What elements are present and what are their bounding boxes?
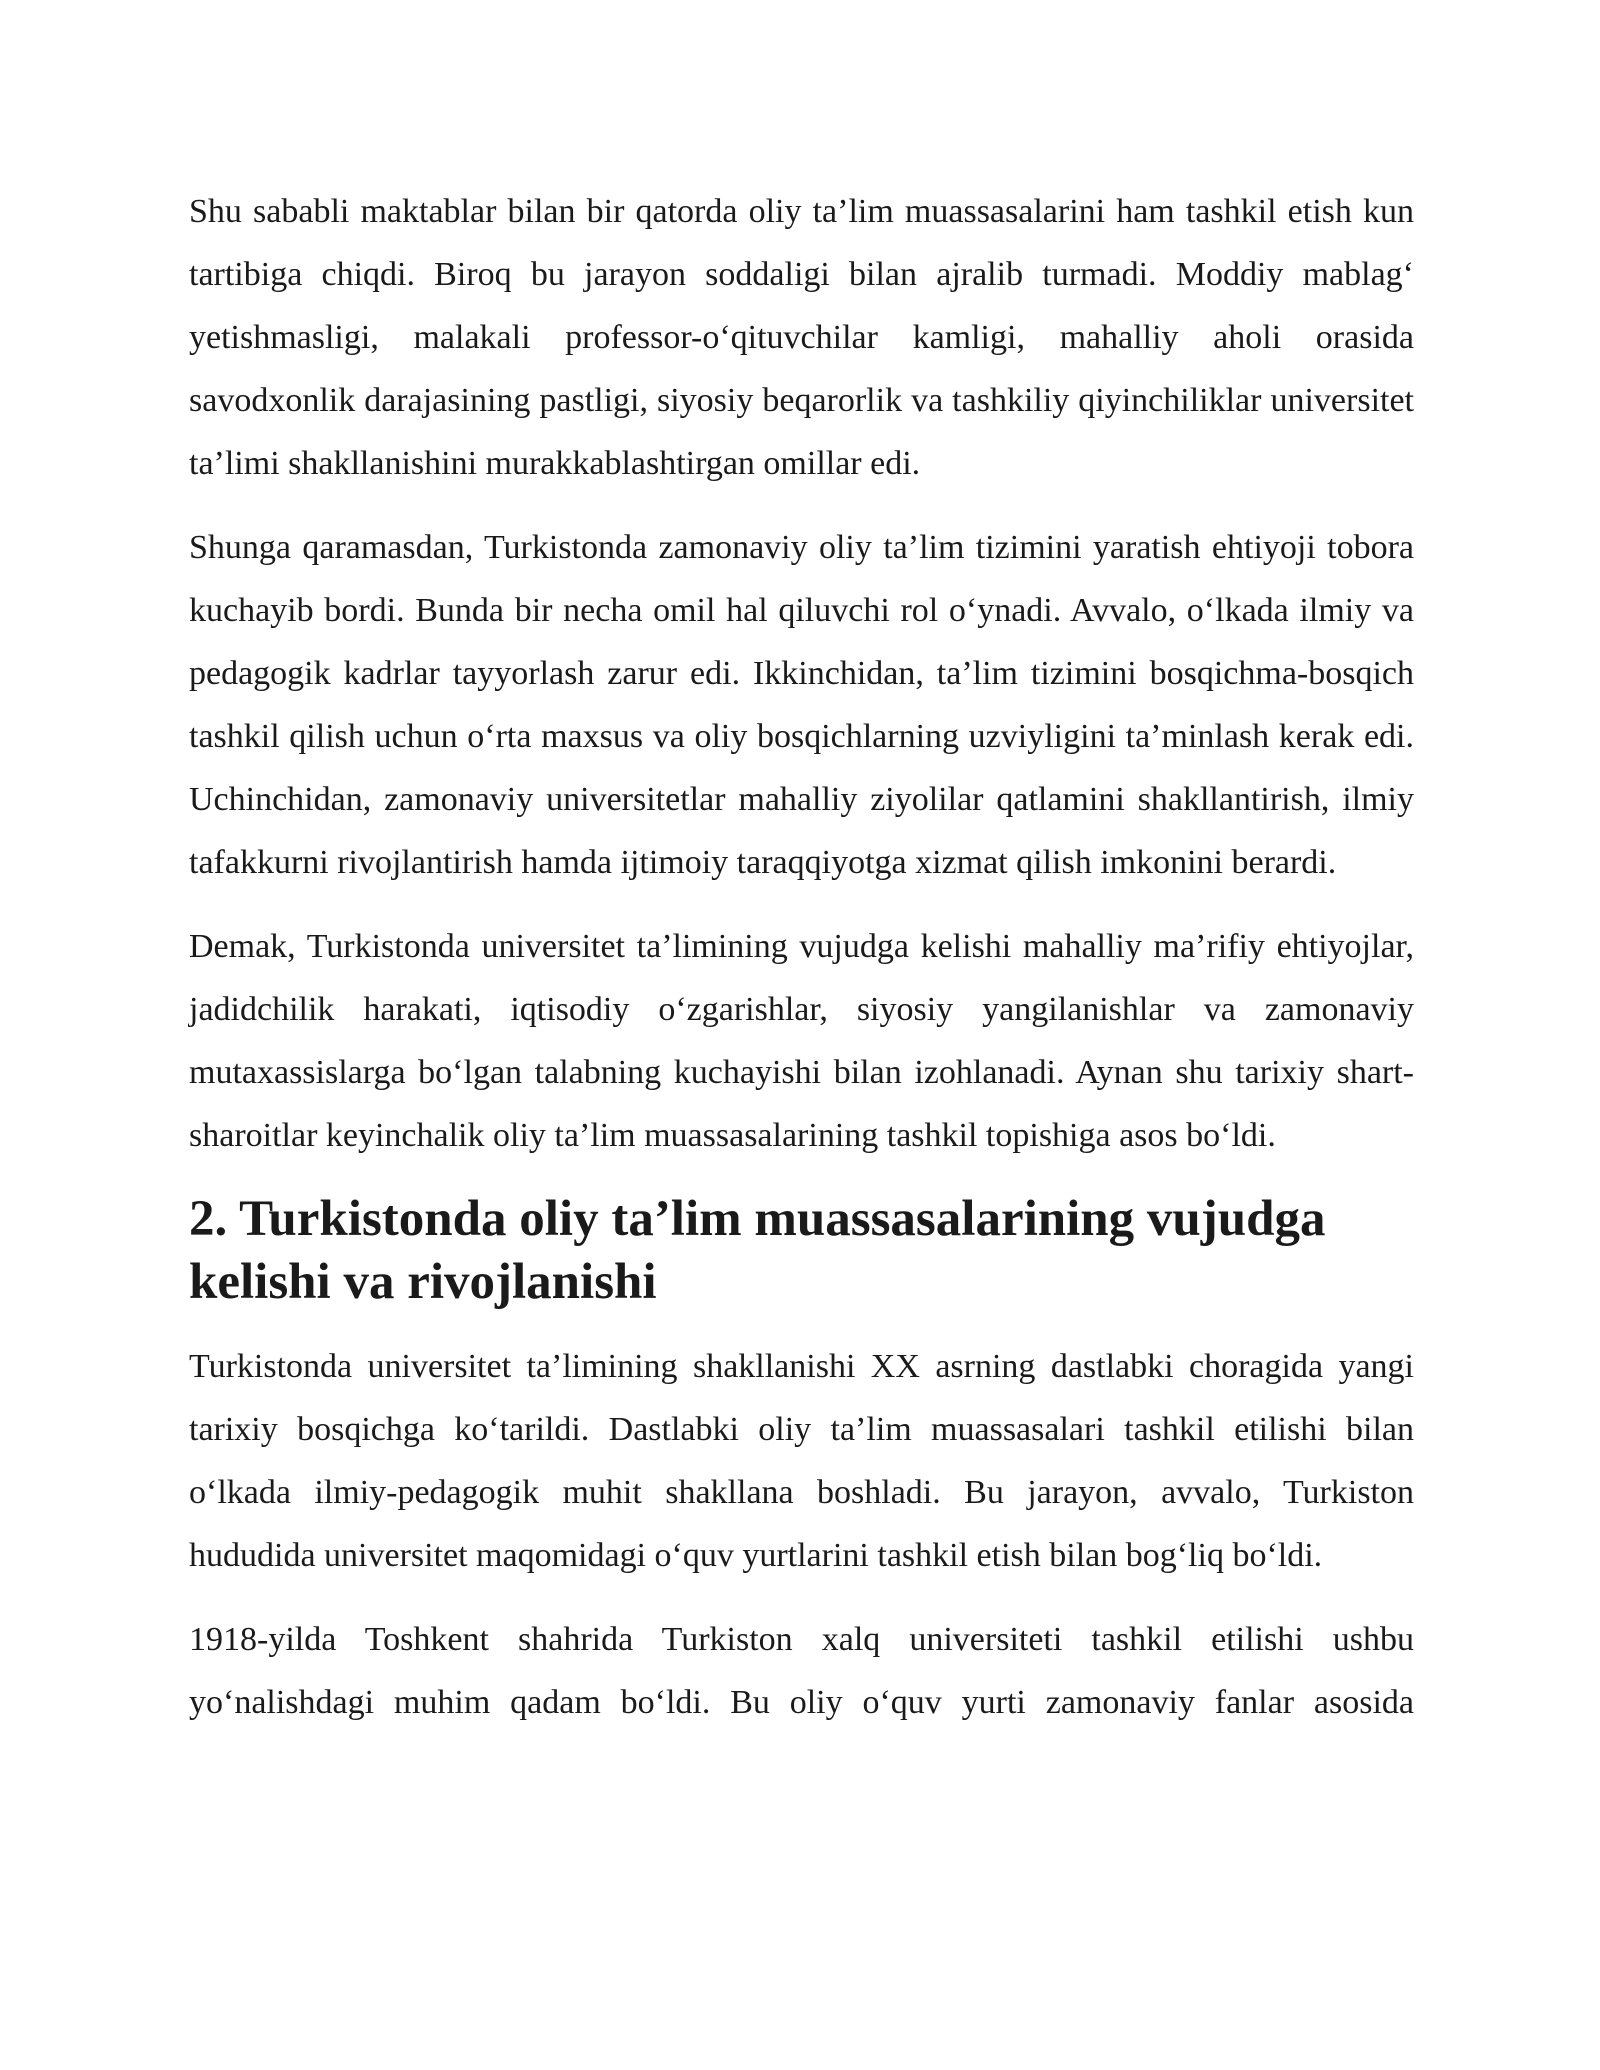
section-heading: 2. Turkistonda oliy ta’lim muassasalarining vujudga kelishi va rivojlanishi bbox=[189, 1191, 1326, 1310]
paragraph-3: Demak, Turkistonda universitet ta’limining vujudga kelishi mahalliy ma’rifiy ehtiyojlar, jadidchilik harakati, iqtisodiy o‘zgarishlar, siyosiy yangilanishlar va zamonaviy mutaxassislarga bo‘lgan talabning kuchayishi bilan izohlanadi. Aynan shu tarixiy shart-sharoitlar keyinchalik oliy ta’lim muassasalarining tashkil topishiga asos bo‘ldi. bbox=[189, 928, 1414, 1154]
document-page bbox=[189, 180, 1414, 1755]
paragraph-5: 1918-yilda Toshkent shahrida Turkiston xalq universiteti tashkil etilishi ushbu yo‘nalishdagi muhim qadam bo‘ldi. Bu oliy o‘quv yurti zamonaviy fanlar asosida bbox=[189, 1621, 1414, 1721]
paragraph-2: Shunga qaramasdan, Turkistonda zamonaviy oliy ta’lim tizimini yaratish ehtiyoji tobora kuchayib bordi. Bunda bir necha omil hal qiluvchi rol o‘ynadi. Avvalo, o‘lkada ilmiy va pedagogik kadrlar tayyorlash zarur edi. Ikkinchidan, ta’lim tizimini bosqichma-bosqich tashkil qilish uchun o‘rta maxsus va oliy bosqichlarning uzviyligini ta’minlash kerak edi. Uchinchidan, zamonaviy universitetlar mahalliy ziyolilar qatlamini shakllantirish, ilmiy tafakkurni rivojlantirish hamda ijtimoiy taraqqiyotga xizmat qilish imkonini berardi. bbox=[189, 529, 1414, 881]
paragraph-4: Turkistonda universitet ta’limining shakllanishi XX asrning dastlabki choragida yangi tarixiy bosqichga ko‘tarildi. Dastlabki oliy ta’lim muassasalari tashkil etilishi bilan o‘lkada ilmiy-pedagogik muhit shakllana boshladi. Bu jarayon, avvalo, Turkiston hududida universitet maqomidagi o‘quv yurtlarini tashkil etish bilan bog‘liq bo‘ldi. bbox=[189, 1348, 1414, 1574]
paragraph-1: Shu sababli maktablar bilan bir qatorda oliy ta’lim muassasalarini ham tashkil etish kun tartibiga chiqdi. Biroq bu jarayon soddaligi bilan ajralib turmadi. Moddiy mablag‘ yetishmasligi, malakali professor-o‘qituvchilar kamligi, mahalliy aholi orasida savodxonlik darajasining pastligi, siyosiy beqarorlik va tashkiliy qiyinchiliklar universitet ta’limi shakllanishini murakkablashtirgan omillar edi. bbox=[189, 193, 1414, 482]
